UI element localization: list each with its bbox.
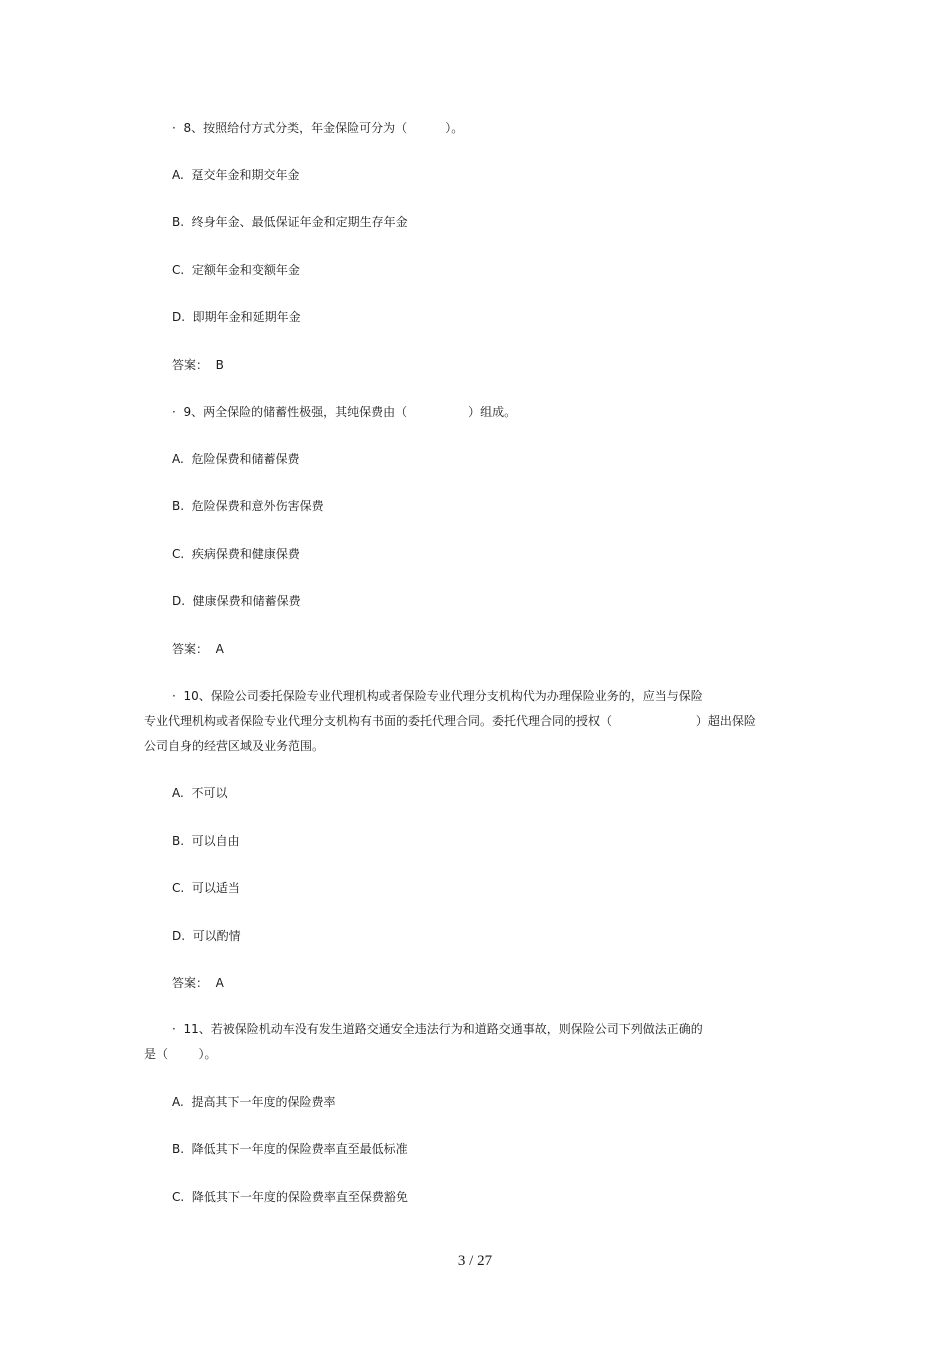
question-11-stem-line-2: 是（ ）。 bbox=[144, 1047, 217, 1061]
question-10-option-c: C. 可以适当 bbox=[172, 881, 240, 895]
question-11-option-b: B. 降低其下一年度的保险费率直至最低标准 bbox=[172, 1142, 408, 1156]
question-11-stem-line-1: · 11、若被保险机动车没有发生道路交通安全违法行为和道路交通事故，则保险公司下列做法正确的 bbox=[172, 1022, 703, 1036]
question-8-answer: 答案： B bbox=[172, 358, 224, 372]
question-9-option-a: A. 危险保费和储蓄保费 bbox=[172, 452, 300, 466]
question-8-option-c: C. 定额年金和变额年金 bbox=[172, 263, 300, 277]
question-9-option-b: B. 危险保费和意外伤害保费 bbox=[172, 499, 324, 513]
question-9-stem: · 9、两全保险的储蓄性极强，其纯保费由（ ）组成。 bbox=[172, 405, 517, 419]
question-10-stem-line-3: 公司自身的经营区域及业务范围。 bbox=[144, 739, 325, 753]
question-10-stem-line-2: 专业代理机构或者保险专业代理分支机构有书面的委托代理合同。委托代理合同的授权（ ）超出保险 bbox=[144, 714, 756, 728]
question-9-option-d: D. 健康保费和储蓄保费 bbox=[172, 594, 301, 608]
question-8-stem: · 8、按照给付方式分类，年金保险可分为（ ）。 bbox=[172, 121, 464, 135]
question-10-stem-line-1: · 10、保险公司委托保险专业代理机构或者保险专业代理分支机构代为办理保险业务的，应当与保险 bbox=[172, 689, 703, 703]
question-10-option-a: A. 不可以 bbox=[172, 786, 228, 800]
question-8-option-b: B. 终身年金、最低保证年金和定期生存年金 bbox=[172, 215, 408, 229]
question-10-option-b: B. 可以自由 bbox=[172, 834, 240, 848]
page-number: 3 / 27 bbox=[457, 1253, 493, 1269]
question-10-option-d: D. 可以酌情 bbox=[172, 929, 241, 943]
question-11-option-a: A. 提高其下一年度的保险费率 bbox=[172, 1095, 336, 1109]
question-10-answer: 答案： A bbox=[172, 976, 224, 990]
question-9-option-c: C. 疾病保费和健康保费 bbox=[172, 547, 300, 561]
question-11-option-c: C. 降低其下一年度的保险费率直至保费豁免 bbox=[172, 1190, 408, 1204]
question-8-option-d: D. 即期年金和延期年金 bbox=[172, 310, 301, 324]
question-9-answer: 答案： A bbox=[172, 642, 224, 656]
question-8-option-a: A. 趸交年金和期交年金 bbox=[172, 168, 300, 182]
